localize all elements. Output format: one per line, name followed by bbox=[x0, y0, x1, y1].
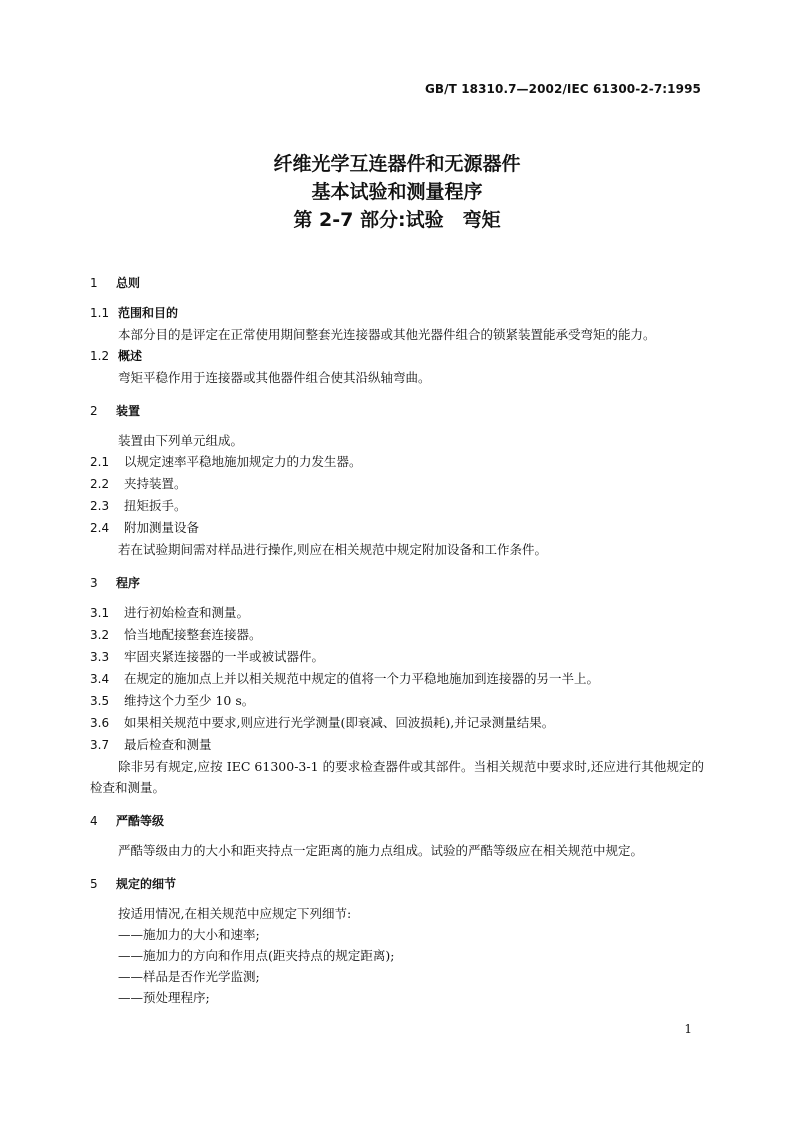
title-line-2: 基本试验和测量程序 bbox=[311, 181, 483, 203]
list-item: ——施加力的大小和速率; bbox=[118, 927, 260, 942]
section-heading: 5 规定的细节 bbox=[90, 877, 177, 891]
subsection-heading: 1.2 概述 bbox=[90, 349, 143, 363]
paragraph: 除非另有规定,应按 IEC 61300-3-1 的要求检查器件或其部件。当相关规范中要求时,还应进行其他规定的检查和测量。 bbox=[90, 759, 704, 795]
list-item: 3.5 维持这个力至少 10 s。 bbox=[90, 693, 255, 708]
paragraph: 本部分目的是评定在正常使用期间整套光连接器或其他光器件组合的锁紧装置能承受弯矩的能力。 bbox=[118, 327, 656, 342]
list-item: 3.1 进行初始检查和测量。 bbox=[90, 605, 250, 620]
list-item: ——施加力的方向和作用点(距夹持点的规定距离); bbox=[118, 948, 395, 963]
section-heading: 4 严酷等级 bbox=[90, 814, 165, 828]
list-item: 2.2 夹持装置。 bbox=[90, 476, 187, 491]
list-item: 3.6 如果相关规范中要求,则应进行光学测量(即衰减、回波损耗),并记录测量结果。 bbox=[90, 715, 555, 730]
page-number: 1 bbox=[684, 1022, 692, 1036]
paragraph: 弯矩平稳作用于连接器或其他器件组合使其沿纵轴弯曲。 bbox=[118, 370, 431, 385]
document-body bbox=[90, 272, 704, 1008]
section-heading: 3 程序 bbox=[90, 576, 141, 590]
title-line-3: 第 2-7 部分:试验 弯矩 bbox=[293, 209, 501, 231]
section-heading: 2 装置 bbox=[90, 404, 141, 418]
section-heading: 1 总则 bbox=[90, 276, 141, 290]
list-item: 2.1 以规定速率平稳地施加规定力的力发生器。 bbox=[90, 454, 362, 469]
subsection-heading: 1.1 范围和目的 bbox=[90, 306, 179, 320]
list-item: 3.7 最后检查和测量 bbox=[90, 737, 212, 752]
list-item: 3.4 在规定的施加点上并以相关规范中规定的值将一个力平稳地施加到连接器的另一半上。 bbox=[90, 671, 600, 686]
title-line-1: 纤维光学互连器件和无源器件 bbox=[273, 153, 521, 175]
paragraph: 严酷等级由力的大小和距夹持点一定距离的施力点组成。试验的严酷等级应在相关规范中规定。 bbox=[118, 843, 644, 858]
list-item: 3.3 牢固夹紧连接器的一半或被试器件。 bbox=[90, 649, 325, 664]
list-item: 2.4 附加测量设备 bbox=[90, 520, 200, 535]
document-title bbox=[0, 150, 794, 234]
list-item: ——预处理程序; bbox=[118, 990, 210, 1005]
list-item: 3.2 恰当地配接整套连接器。 bbox=[90, 627, 262, 642]
list-item: ——样品是否作光学监测; bbox=[118, 969, 260, 984]
standard-number: GB/T 18310.7—2002/IEC 61300-2-7:1995 bbox=[424, 82, 701, 96]
paragraph: 装置由下列单元组成。 bbox=[118, 433, 244, 448]
paragraph: 若在试验期间需对样品进行操作,则应在相关规范中规定附加设备和工作条件。 bbox=[118, 542, 547, 557]
paragraph: 按适用情况,在相关规范中应规定下列细节: bbox=[118, 906, 352, 921]
list-item: 2.3 扭矩扳手。 bbox=[90, 498, 187, 513]
